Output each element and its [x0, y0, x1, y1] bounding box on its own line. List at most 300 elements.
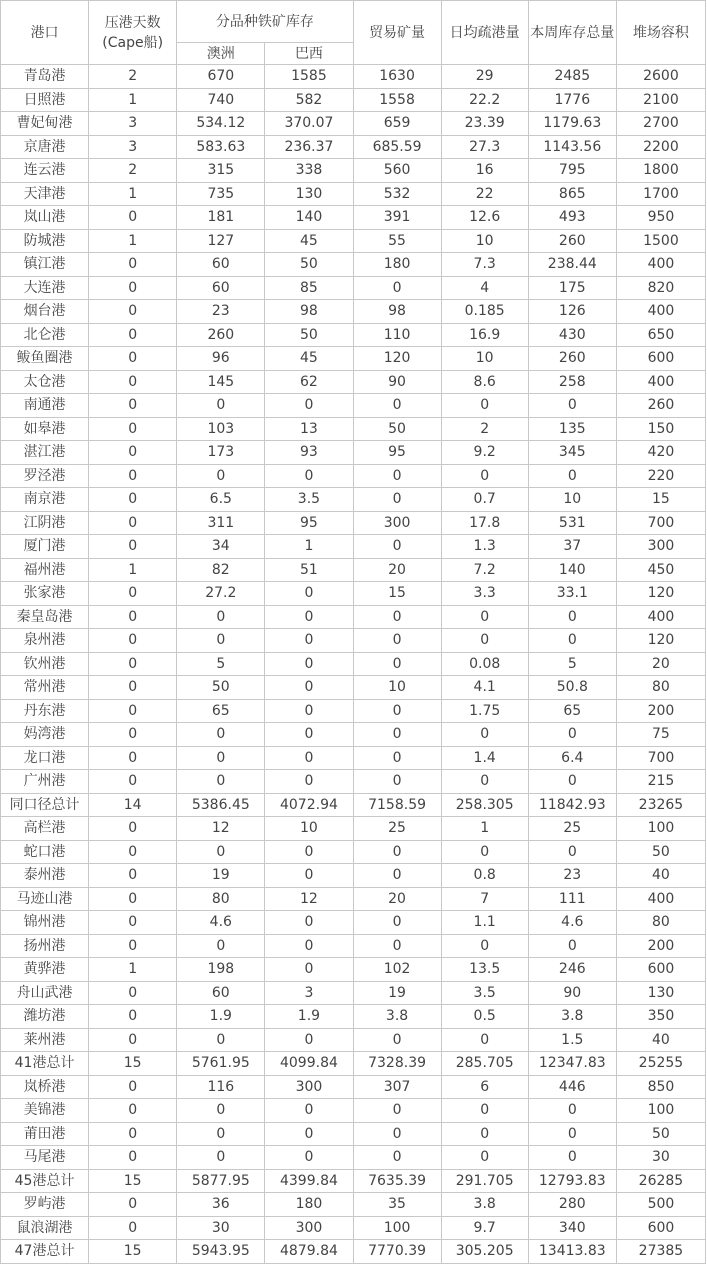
cell-daily-throughput: 9.2	[441, 441, 528, 465]
cell-yard-capacity: 215	[616, 770, 705, 794]
cell-weekly-total-stock: 0	[528, 1099, 616, 1123]
cell-yard-capacity: 50	[616, 1122, 705, 1146]
cell-congestion-days: 0	[89, 253, 177, 277]
cell-brazil: 50	[265, 323, 353, 347]
cell-yard-capacity: 450	[616, 558, 705, 582]
cell-brazil: 4072.94	[265, 793, 353, 817]
cell-port: 45港总计	[1, 1169, 89, 1193]
cell-brazil: 0	[265, 394, 353, 418]
cell-trade-ore: 0	[353, 934, 441, 958]
cell-trade-ore: 7635.39	[353, 1169, 441, 1193]
cell-daily-throughput: 10	[441, 347, 528, 371]
cell-daily-throughput: 1.1	[441, 911, 528, 935]
cell-port: 罗屿港	[1, 1193, 89, 1217]
cell-weekly-total-stock: 260	[528, 229, 616, 253]
table-row	[1, 370, 706, 394]
cell-weekly-total-stock: 0	[528, 394, 616, 418]
cell-brazil: 180	[265, 1193, 353, 1217]
cell-brazil: 4879.84	[265, 1240, 353, 1264]
cell-congestion-days: 2	[89, 65, 177, 89]
cell-port: 龙口港	[1, 746, 89, 770]
cell-daily-throughput: 6	[441, 1075, 528, 1099]
cell-brazil: 0	[265, 934, 353, 958]
cell-trade-ore: 25	[353, 817, 441, 841]
cell-daily-throughput: 0	[441, 1099, 528, 1123]
cell-port: 秦皇岛港	[1, 605, 89, 629]
cell-trade-ore: 55	[353, 229, 441, 253]
cell-weekly-total-stock: 0	[528, 1122, 616, 1146]
cell-port: 马迹山港	[1, 887, 89, 911]
cell-weekly-total-stock: 2485	[528, 65, 616, 89]
cell-congestion-days: 0	[89, 840, 177, 864]
cell-weekly-total-stock: 111	[528, 887, 616, 911]
cell-trade-ore: 0	[353, 652, 441, 676]
cell-port: 美锦港	[1, 1099, 89, 1123]
cell-weekly-total-stock: 0	[528, 464, 616, 488]
cell-congestion-days: 0	[89, 981, 177, 1005]
cell-australia: 36	[177, 1193, 265, 1217]
cell-australia: 0	[177, 770, 265, 794]
table-row	[1, 135, 706, 159]
cell-yard-capacity: 500	[616, 1193, 705, 1217]
cell-yard-capacity: 2100	[616, 88, 705, 112]
cell-brazil: 85	[265, 276, 353, 300]
cell-yard-capacity: 27385	[616, 1240, 705, 1264]
cell-australia: 60	[177, 253, 265, 277]
cell-port: 岚桥港	[1, 1075, 89, 1099]
cell-brazil: 0	[265, 676, 353, 700]
cell-daily-throughput: 0	[441, 723, 528, 747]
cell-yard-capacity: 100	[616, 1099, 705, 1123]
table-row	[1, 347, 706, 371]
table-row	[1, 276, 706, 300]
cell-congestion-days: 14	[89, 793, 177, 817]
cell-congestion-days: 0	[89, 770, 177, 794]
cell-brazil: 45	[265, 347, 353, 371]
cell-port: 同口径总计	[1, 793, 89, 817]
table-row	[1, 511, 706, 535]
cell-congestion-days: 2	[89, 159, 177, 183]
table-row	[1, 300, 706, 324]
cell-congestion-days: 0	[89, 511, 177, 535]
cell-daily-throughput: 10	[441, 229, 528, 253]
cell-trade-ore: 110	[353, 323, 441, 347]
table-row	[1, 652, 706, 676]
cell-congestion-days: 0	[89, 488, 177, 512]
cell-yard-capacity: 15	[616, 488, 705, 512]
cell-brazil: 12	[265, 887, 353, 911]
cell-daily-throughput: 12.6	[441, 206, 528, 230]
table-row	[1, 464, 706, 488]
cell-port: 镇江港	[1, 253, 89, 277]
table-row	[1, 394, 706, 418]
cell-brazil: 1.9	[265, 1005, 353, 1029]
table-row	[1, 864, 706, 888]
cell-trade-ore: 0	[353, 699, 441, 723]
cell-port: 南通港	[1, 394, 89, 418]
cell-congestion-days: 0	[89, 441, 177, 465]
cell-yard-capacity: 26285	[616, 1169, 705, 1193]
table-row	[1, 159, 706, 183]
cell-congestion-days: 0	[89, 652, 177, 676]
cell-australia: 60	[177, 276, 265, 300]
cell-daily-throughput: 3.5	[441, 981, 528, 1005]
cell-weekly-total-stock: 12793.83	[528, 1169, 616, 1193]
cell-yard-capacity: 600	[616, 958, 705, 982]
cell-daily-throughput: 29	[441, 65, 528, 89]
cell-brazil: 0	[265, 746, 353, 770]
table-row	[1, 206, 706, 230]
cell-australia: 0	[177, 629, 265, 653]
table-row	[1, 770, 706, 794]
cell-brazil: 95	[265, 511, 353, 535]
cell-congestion-days: 0	[89, 934, 177, 958]
cell-port: 蛇口港	[1, 840, 89, 864]
cell-weekly-total-stock: 865	[528, 182, 616, 206]
cell-australia: 0	[177, 394, 265, 418]
cell-trade-ore: 0	[353, 746, 441, 770]
cell-congestion-days: 0	[89, 276, 177, 300]
cell-yard-capacity: 120	[616, 629, 705, 653]
cell-australia: 82	[177, 558, 265, 582]
cell-trade-ore: 1630	[353, 65, 441, 89]
cell-yard-capacity: 75	[616, 723, 705, 747]
cell-weekly-total-stock: 0	[528, 934, 616, 958]
cell-weekly-total-stock: 13413.83	[528, 1240, 616, 1264]
table-row	[1, 1052, 706, 1076]
cell-australia: 0	[177, 1122, 265, 1146]
cell-brazil: 0	[265, 723, 353, 747]
cell-trade-ore: 120	[353, 347, 441, 371]
table-row	[1, 1122, 706, 1146]
cell-weekly-total-stock: 795	[528, 159, 616, 183]
cell-australia: 173	[177, 441, 265, 465]
cell-australia: 260	[177, 323, 265, 347]
cell-yard-capacity: 50	[616, 840, 705, 864]
cell-port: 福州港	[1, 558, 89, 582]
cell-brazil: 582	[265, 88, 353, 112]
cell-trade-ore: 50	[353, 417, 441, 441]
cell-yard-capacity: 350	[616, 1005, 705, 1029]
cell-trade-ore: 0	[353, 770, 441, 794]
cell-yard-capacity: 400	[616, 887, 705, 911]
cell-weekly-total-stock: 11842.93	[528, 793, 616, 817]
cell-congestion-days: 15	[89, 1240, 177, 1264]
cell-port: 张家港	[1, 582, 89, 606]
cell-port: 北仑港	[1, 323, 89, 347]
table-row	[1, 1028, 706, 1052]
cell-brazil: 0	[265, 770, 353, 794]
cell-port: 江阴港	[1, 511, 89, 535]
cell-trade-ore: 532	[353, 182, 441, 206]
cell-brazil: 0	[265, 652, 353, 676]
cell-daily-throughput: 22.2	[441, 88, 528, 112]
cell-daily-throughput: 4.1	[441, 676, 528, 700]
cell-trade-ore: 7328.39	[353, 1052, 441, 1076]
cell-port: 扬州港	[1, 934, 89, 958]
cell-daily-throughput: 0	[441, 1146, 528, 1170]
header-stock-by-origin: 分品种铁矿库存	[177, 1, 353, 43]
cell-australia: 127	[177, 229, 265, 253]
cell-trade-ore: 1558	[353, 88, 441, 112]
cell-port: 天津港	[1, 182, 89, 206]
cell-weekly-total-stock: 1.5	[528, 1028, 616, 1052]
cell-port: 马尾港	[1, 1146, 89, 1170]
cell-brazil: 45	[265, 229, 353, 253]
cell-australia: 12	[177, 817, 265, 841]
cell-daily-throughput: 7	[441, 887, 528, 911]
cell-congestion-days: 0	[89, 629, 177, 653]
table-row	[1, 1216, 706, 1240]
cell-congestion-days: 0	[89, 864, 177, 888]
cell-congestion-days: 0	[89, 676, 177, 700]
table-row	[1, 887, 706, 911]
cell-trade-ore: 20	[353, 558, 441, 582]
cell-congestion-days: 0	[89, 699, 177, 723]
cell-congestion-days: 0	[89, 605, 177, 629]
cell-yard-capacity: 80	[616, 676, 705, 700]
cell-port: 防城港	[1, 229, 89, 253]
cell-weekly-total-stock: 1143.56	[528, 135, 616, 159]
cell-trade-ore: 7770.39	[353, 1240, 441, 1264]
cell-australia: 670	[177, 65, 265, 89]
cell-weekly-total-stock: 12347.83	[528, 1052, 616, 1076]
cell-port: 黄骅港	[1, 958, 89, 982]
table-row	[1, 112, 706, 136]
cell-brazil: 50	[265, 253, 353, 277]
cell-yard-capacity: 420	[616, 441, 705, 465]
table-row	[1, 582, 706, 606]
cell-australia: 735	[177, 182, 265, 206]
cell-australia: 198	[177, 958, 265, 982]
header-yard-capacity: 堆场容积	[616, 1, 705, 65]
cell-brazil: 0	[265, 1099, 353, 1123]
cell-daily-throughput: 0	[441, 464, 528, 488]
cell-australia: 34	[177, 535, 265, 559]
cell-weekly-total-stock: 5	[528, 652, 616, 676]
cell-congestion-days: 15	[89, 1169, 177, 1193]
table-row	[1, 723, 706, 747]
cell-yard-capacity: 700	[616, 746, 705, 770]
cell-daily-throughput: 0	[441, 770, 528, 794]
cell-yard-capacity: 120	[616, 582, 705, 606]
cell-yard-capacity: 1800	[616, 159, 705, 183]
cell-weekly-total-stock: 493	[528, 206, 616, 230]
cell-yard-capacity: 400	[616, 300, 705, 324]
cell-yard-capacity: 2700	[616, 112, 705, 136]
cell-trade-ore: 0	[353, 535, 441, 559]
cell-port: 舟山武港	[1, 981, 89, 1005]
cell-weekly-total-stock: 50.8	[528, 676, 616, 700]
cell-daily-throughput: 0	[441, 934, 528, 958]
cell-trade-ore: 0	[353, 723, 441, 747]
cell-port: 京唐港	[1, 135, 89, 159]
cell-yard-capacity: 400	[616, 253, 705, 277]
cell-congestion-days: 3	[89, 112, 177, 136]
table-row	[1, 676, 706, 700]
cell-weekly-total-stock: 6.4	[528, 746, 616, 770]
cell-australia: 0	[177, 464, 265, 488]
cell-yard-capacity: 260	[616, 394, 705, 418]
cell-brazil: 0	[265, 1028, 353, 1052]
cell-weekly-total-stock: 175	[528, 276, 616, 300]
table-row	[1, 958, 706, 982]
cell-daily-throughput: 305.205	[441, 1240, 528, 1264]
table-row	[1, 1099, 706, 1123]
cell-port: 烟台港	[1, 300, 89, 324]
cell-daily-throughput: 1.3	[441, 535, 528, 559]
cell-yard-capacity: 30	[616, 1146, 705, 1170]
table-row	[1, 1193, 706, 1217]
cell-weekly-total-stock: 0	[528, 629, 616, 653]
cell-trade-ore: 0	[353, 1122, 441, 1146]
cell-yard-capacity: 100	[616, 817, 705, 841]
cell-brazil: 0	[265, 605, 353, 629]
cell-trade-ore: 0	[353, 394, 441, 418]
cell-brazil: 3	[265, 981, 353, 1005]
cell-weekly-total-stock: 531	[528, 511, 616, 535]
cell-australia: 50	[177, 676, 265, 700]
table-row	[1, 488, 706, 512]
table-header	[1, 1, 706, 65]
cell-brazil: 0	[265, 464, 353, 488]
cell-daily-throughput: 2	[441, 417, 528, 441]
cell-port: 岚山港	[1, 206, 89, 230]
cell-port: 曹妃甸港	[1, 112, 89, 136]
cell-weekly-total-stock: 140	[528, 558, 616, 582]
cell-brazil: 130	[265, 182, 353, 206]
cell-trade-ore: 0	[353, 629, 441, 653]
cell-port: 47港总计	[1, 1240, 89, 1264]
cell-weekly-total-stock: 340	[528, 1216, 616, 1240]
cell-port: 太仓港	[1, 370, 89, 394]
cell-australia: 6.5	[177, 488, 265, 512]
cell-yard-capacity: 1700	[616, 182, 705, 206]
cell-australia: 65	[177, 699, 265, 723]
table-row	[1, 1240, 706, 1264]
cell-trade-ore: 0	[353, 1146, 441, 1170]
cell-trade-ore: 3.8	[353, 1005, 441, 1029]
cell-weekly-total-stock: 3.8	[528, 1005, 616, 1029]
cell-congestion-days: 0	[89, 1028, 177, 1052]
cell-daily-throughput: 0.7	[441, 488, 528, 512]
table-row	[1, 65, 706, 89]
cell-weekly-total-stock: 135	[528, 417, 616, 441]
cell-port: 常州港	[1, 676, 89, 700]
cell-port: 高栏港	[1, 817, 89, 841]
cell-australia: 145	[177, 370, 265, 394]
cell-weekly-total-stock: 1179.63	[528, 112, 616, 136]
cell-congestion-days: 0	[89, 300, 177, 324]
cell-yard-capacity: 23265	[616, 793, 705, 817]
cell-brazil: 1	[265, 535, 353, 559]
cell-weekly-total-stock: 90	[528, 981, 616, 1005]
cell-trade-ore: 0	[353, 840, 441, 864]
cell-daily-throughput: 291.705	[441, 1169, 528, 1193]
cell-port: 日照港	[1, 88, 89, 112]
cell-brazil: 0	[265, 911, 353, 935]
cell-port: 莱州港	[1, 1028, 89, 1052]
cell-trade-ore: 0	[353, 605, 441, 629]
cell-congestion-days: 1	[89, 558, 177, 582]
cell-port: 如皋港	[1, 417, 89, 441]
cell-australia: 5943.95	[177, 1240, 265, 1264]
cell-port: 广州港	[1, 770, 89, 794]
cell-daily-throughput: 17.8	[441, 511, 528, 535]
header-trade-ore: 贸易矿量	[353, 1, 441, 65]
cell-trade-ore: 19	[353, 981, 441, 1005]
cell-trade-ore: 0	[353, 276, 441, 300]
table-row	[1, 182, 706, 206]
cell-yard-capacity: 650	[616, 323, 705, 347]
cell-yard-capacity: 220	[616, 464, 705, 488]
cell-daily-throughput: 0.8	[441, 864, 528, 888]
cell-yard-capacity: 150	[616, 417, 705, 441]
cell-brazil: 140	[265, 206, 353, 230]
header-australia: 澳洲	[177, 43, 265, 65]
cell-port: 泉州港	[1, 629, 89, 653]
cell-trade-ore: 90	[353, 370, 441, 394]
cell-australia: 5761.95	[177, 1052, 265, 1076]
cell-weekly-total-stock: 446	[528, 1075, 616, 1099]
cell-trade-ore: 100	[353, 1216, 441, 1240]
cell-brazil: 13	[265, 417, 353, 441]
cell-brazil: 0	[265, 582, 353, 606]
cell-daily-throughput: 0.08	[441, 652, 528, 676]
cell-trade-ore: 20	[353, 887, 441, 911]
cell-daily-throughput: 1.75	[441, 699, 528, 723]
cell-brazil: 300	[265, 1216, 353, 1240]
cell-australia: 0	[177, 723, 265, 747]
cell-yard-capacity: 950	[616, 206, 705, 230]
header-congestion-days: 压港天数(Cape船)	[89, 1, 177, 65]
cell-congestion-days: 0	[89, 1216, 177, 1240]
cell-yard-capacity: 40	[616, 1028, 705, 1052]
cell-port: 鲅鱼圈港	[1, 347, 89, 371]
header-daily-throughput: 日均疏港量	[441, 1, 528, 65]
cell-port: 泰州港	[1, 864, 89, 888]
cell-weekly-total-stock: 280	[528, 1193, 616, 1217]
cell-weekly-total-stock: 0	[528, 1146, 616, 1170]
cell-congestion-days: 1	[89, 958, 177, 982]
cell-trade-ore: 35	[353, 1193, 441, 1217]
cell-yard-capacity: 300	[616, 535, 705, 559]
cell-trade-ore: 0	[353, 488, 441, 512]
table-row	[1, 1075, 706, 1099]
cell-congestion-days: 0	[89, 1005, 177, 1029]
cell-yard-capacity: 1500	[616, 229, 705, 253]
cell-australia: 1.9	[177, 1005, 265, 1029]
cell-yard-capacity: 130	[616, 981, 705, 1005]
cell-australia: 4.6	[177, 911, 265, 935]
cell-congestion-days: 0	[89, 1099, 177, 1123]
table-row	[1, 605, 706, 629]
cell-australia: 30	[177, 1216, 265, 1240]
cell-australia: 583.63	[177, 135, 265, 159]
cell-congestion-days: 0	[89, 723, 177, 747]
cell-port: 妈湾港	[1, 723, 89, 747]
cell-trade-ore: 10	[353, 676, 441, 700]
table-row	[1, 793, 706, 817]
cell-port: 罗泾港	[1, 464, 89, 488]
cell-brazil: 0	[265, 840, 353, 864]
cell-daily-throughput: 0	[441, 629, 528, 653]
cell-australia: 27.2	[177, 582, 265, 606]
cell-congestion-days: 1	[89, 88, 177, 112]
cell-trade-ore: 560	[353, 159, 441, 183]
table-row	[1, 1146, 706, 1170]
cell-weekly-total-stock: 430	[528, 323, 616, 347]
